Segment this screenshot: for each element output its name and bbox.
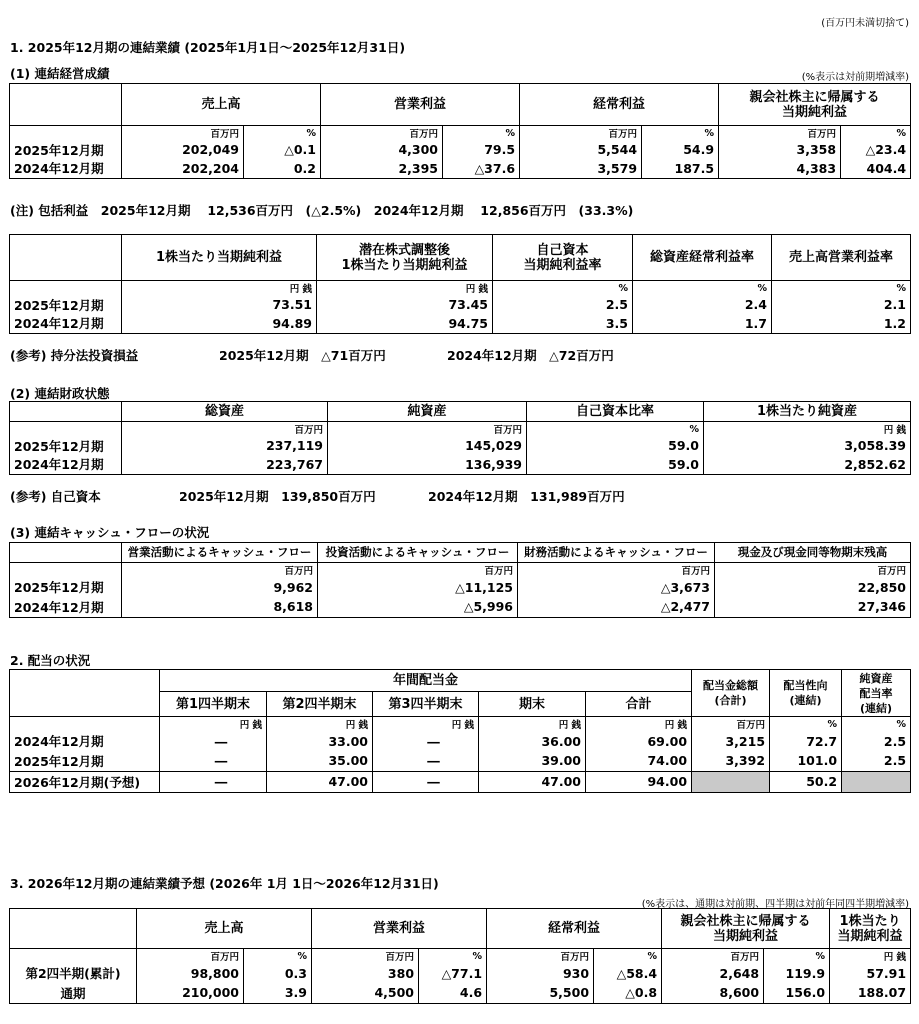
unit-row-label [10,949,137,964]
header-operating-profit: 営業利益 [321,84,520,126]
cell-value: 39.00 [479,751,586,771]
unit-cell: 百万円 [312,949,419,964]
cell-value: 4,500 [312,983,419,1003]
unit-cell: 円 銭 [317,281,493,296]
cell-value: 0.2 [244,159,321,178]
unit-cell: % [443,126,520,141]
section1-title: 1. 2025年12月期の連結業績 (2025年1月1日～2025年12月31日) [10,40,406,55]
unit-cell: % [594,949,662,964]
cell-value: △5,996 [318,597,518,617]
header-q2: 第2四半期末 [267,692,373,717]
cell-value: 3,058.39 [704,436,911,455]
cell-value: ― [373,751,479,771]
unit-cell: % [842,717,911,732]
header-cash-end: 現金及び現金同等物期末残高 [715,543,911,563]
cell-value: 8,600 [662,983,764,1003]
table-row [10,597,911,617]
row-label: 2025年12月期 [10,751,160,771]
section3-note: (%表示は、通期は対前期、四半期は対前年同四半期増減率) [641,899,909,910]
header-net-assets: 純資産 [328,402,527,422]
cell-value: 8,618 [122,597,318,617]
cell-value: 4.6 [419,983,487,1003]
header-net-income: 親会社株主に帰属する 当期純利益 [719,84,911,126]
cell-value: △0.1 [244,140,321,159]
cell-value: 2.5 [842,731,911,751]
cell-value: 0.3 [244,963,312,983]
cell-value: 101.0 [770,751,842,771]
cell-value: 3.5 [493,314,633,333]
cell-value: 202,204 [122,159,244,178]
row-label: 2025年12月期 [10,436,122,455]
cell-value: 4,383 [719,159,841,178]
dividend-table [9,669,911,793]
cell-value: 2.5 [842,751,911,771]
cell-value: 145,029 [328,436,527,455]
header-year-end: 期末 [479,692,586,717]
unit-cell: % [772,281,911,296]
sub3-title: (3) 連結キャッシュ・フローの状況 [10,525,210,540]
cell-value: 1.2 [772,314,911,333]
cell-value: 22,850 [715,577,911,597]
table-row [10,314,911,333]
unit-cell: 円 銭 [122,281,317,296]
table-row [10,751,911,771]
header-operating-margin: 売上高営業利益率 [772,235,911,281]
table-row [10,577,911,597]
cell-value: 54.9 [642,140,719,159]
unit-row-label [10,563,122,578]
table-row [10,159,911,178]
unit-note: (百万円未満切捨て) [821,18,909,29]
cell-value: △23.4 [841,140,911,159]
unit-cell: % [770,717,842,732]
unit-cell: 百万円 [520,126,642,141]
cell-value: ― [160,751,267,771]
cell-value: △58.4 [594,963,662,983]
cell-value: ― [373,771,479,792]
cell-value: 59.0 [527,455,704,474]
unit-cell: 百万円 [715,563,911,578]
cell-value: 2.4 [633,295,772,314]
cell-value: 210,000 [137,983,244,1003]
sub1-title: (1) 連結経営成績 [10,66,110,81]
header-equity-ratio: 自己資本比率 [527,402,704,422]
cell-value: 404.4 [841,159,911,178]
cell-value: 930 [487,963,594,983]
row-label: 2024年12月期 [10,159,122,178]
cell-value: 5,544 [520,140,642,159]
equity-ref-2024: 2024年12月期 131,989百万円 [428,489,625,504]
unit-row-label [10,281,122,296]
header-total-dividend: 配当金総額 (合計) [692,670,770,717]
comprehensive-income-note: (注) 包括利益 2025年12月期 12,536百万円 (△2.5%) 2024年12月期 12,856百万円 (33.3%) [10,203,634,218]
cell-value: 59.0 [527,436,704,455]
cell-value: 50.2 [770,771,842,792]
header-roe: 自己資本 当期純利益率 [493,235,633,281]
header-annual-dividend: 年間配当金 [160,670,692,692]
cash-flow-table [9,542,911,618]
forecast-table [9,908,911,1004]
cell-value: 73.51 [122,295,317,314]
cell-value: 2.5 [493,295,633,314]
cell-value: 3,215 [692,731,770,751]
table-row [10,771,911,792]
unit-cell: % [841,126,911,141]
cell-value: 202,049 [122,140,244,159]
header-q1: 第1四半期末 [160,692,267,717]
header-financing-cf: 財務活動によるキャッシュ・フロー [518,543,715,563]
cell-value: 3,392 [692,751,770,771]
header-net-income: 親会社株主に帰属する 当期純利益 [662,909,830,949]
cell-value: 98,800 [137,963,244,983]
cell-value: 5,500 [487,983,594,1003]
unit-cell: 円 銭 [479,717,586,732]
table-row [10,963,911,983]
header-sales: 売上高 [137,909,312,949]
cell-value: 380 [312,963,419,983]
header-eps: 1株当たり 当期純利益 [830,909,911,949]
cell-value: 72.7 [770,731,842,751]
cell-value: △77.1 [419,963,487,983]
unit-cell: 百万円 [328,422,527,437]
header-ordinary-profit: 経常利益 [520,84,719,126]
table-row [10,295,911,314]
unit-cell: % [419,949,487,964]
header-sales: 売上高 [122,84,321,126]
corner-cell [10,909,137,949]
unit-row-label [10,717,160,732]
corner-cell [10,84,122,126]
cell-shaded [692,771,770,792]
cell-value: 188.07 [830,983,911,1003]
cell-value: 33.00 [267,731,373,751]
cell-value: △37.6 [443,159,520,178]
header-q3: 第3四半期末 [373,692,479,717]
cell-value: 2.1 [772,295,911,314]
sub2-title: (2) 連結財政状態 [10,386,110,401]
cell-value: 2,648 [662,963,764,983]
unit-cell: 百万円 [122,563,318,578]
unit-cell: % [244,126,321,141]
section3-title: 3. 2026年12月期の連結業績予想 (2026年 1月 1日～2026年12月31日) [10,876,439,891]
unit-cell: 百万円 [318,563,518,578]
financial-position-table [9,401,911,475]
cell-shaded [842,771,911,792]
cell-value: 3,579 [520,159,642,178]
cell-value: 47.00 [479,771,586,792]
unit-cell: 円 銭 [586,717,692,732]
cell-value: 35.00 [267,751,373,771]
cell-value: 47.00 [267,771,373,792]
header-ordinary-profit: 経常利益 [487,909,662,949]
header-operating-profit: 営業利益 [312,909,487,949]
unit-cell: 円 銭 [830,949,911,964]
row-label: 2026年12月期(予想) [10,771,160,792]
cell-value: 94.00 [586,771,692,792]
corner-cell [10,670,160,717]
cell-value: ― [373,731,479,751]
table-row [10,140,911,159]
unit-cell: 円 銭 [160,717,267,732]
cell-value: 237,119 [122,436,328,455]
corner-cell [10,402,122,422]
unit-cell: 円 銭 [704,422,911,437]
equity-method-ref-label: (参考) 持分法投資損益 [10,348,139,363]
cell-value: 27,346 [715,597,911,617]
cell-value: 94.89 [122,314,317,333]
cell-value: ― [160,771,267,792]
cell-value: ― [160,731,267,751]
cell-value: 2,852.62 [704,455,911,474]
unit-cell: 百万円 [137,949,244,964]
cell-value: 94.75 [317,314,493,333]
equity-ref-2025: 2025年12月期 139,850百万円 [179,489,376,504]
cell-value: 79.5 [443,140,520,159]
row-label: 2025年12月期 [10,577,122,597]
corner-cell [10,235,122,281]
cell-value: 1.7 [633,314,772,333]
unit-cell: 円 銭 [267,717,373,732]
corner-cell [10,543,122,563]
row-label: 2025年12月期 [10,140,122,159]
sub1-note: (%表示は対前期増減率) [801,72,909,83]
header-eps: 1株当たり当期純利益 [122,235,317,281]
cell-value: 2,395 [321,159,443,178]
header-total-assets: 総資産 [122,402,328,422]
cell-value: 57.91 [830,963,911,983]
equity-method-ref-2025: 2025年12月期 △71百万円 [219,348,386,363]
unit-row-label [10,422,122,437]
row-label: 2024年12月期 [10,314,122,333]
cell-value: △3,673 [518,577,715,597]
cell-value: △2,477 [518,597,715,617]
unit-cell: % [764,949,830,964]
cell-value: 3.9 [244,983,312,1003]
unit-cell: 百万円 [518,563,715,578]
unit-row-label [10,126,122,141]
cell-value: 136,939 [328,455,527,474]
unit-cell: % [493,281,633,296]
unit-cell: 百万円 [122,422,328,437]
cell-value: 223,767 [122,455,328,474]
header-bps: 1株当たり純資産 [704,402,911,422]
cell-value: 74.00 [586,751,692,771]
cell-value: △11,125 [318,577,518,597]
unit-cell: 円 銭 [373,717,479,732]
unit-cell: % [642,126,719,141]
table-row [10,455,911,474]
table-row [10,436,911,455]
table-row [10,983,911,1003]
equity-ref-label: (参考) 自己資本 [10,489,101,504]
unit-cell: % [527,422,704,437]
unit-cell: 百万円 [719,126,841,141]
row-label: 通期 [10,983,137,1003]
cell-value: 3,358 [719,140,841,159]
cell-value: 36.00 [479,731,586,751]
header-operating-cf: 営業活動によるキャッシュ・フロー [122,543,318,563]
unit-cell: % [633,281,772,296]
unit-cell: 百万円 [321,126,443,141]
table-row [10,731,911,751]
header-total: 合計 [586,692,692,717]
header-payout-ratio: 配当性向 (連結) [770,670,842,717]
row-label: 2024年12月期 [10,731,160,751]
header-investing-cf: 投資活動によるキャッシュ・フロー [318,543,518,563]
per-share-table [9,234,911,334]
row-label: 2025年12月期 [10,295,122,314]
row-label: 2024年12月期 [10,455,122,474]
unit-cell: % [244,949,312,964]
cell-value: 69.00 [586,731,692,751]
row-label: 第2四半期(累計) [10,963,137,983]
cell-value: 73.45 [317,295,493,314]
cell-value: 4,300 [321,140,443,159]
cell-value: 119.9 [764,963,830,983]
unit-cell: 百万円 [122,126,244,141]
unit-cell: 百万円 [662,949,764,964]
header-roa: 総資産経常利益率 [633,235,772,281]
row-label: 2024年12月期 [10,597,122,617]
cell-value: △0.8 [594,983,662,1003]
header-diluted-eps: 潜在株式調整後 1株当たり当期純利益 [317,235,493,281]
header-doe: 純資産 配当率 (連結) [842,670,911,717]
cell-value: 187.5 [642,159,719,178]
unit-cell: 百万円 [487,949,594,964]
operating-results-table [9,83,911,179]
equity-method-ref-2024: 2024年12月期 △72百万円 [447,348,614,363]
cell-value: 156.0 [764,983,830,1003]
cell-value: 9,962 [122,577,318,597]
unit-cell: 百万円 [692,717,770,732]
section2-title: 2. 配当の状況 [10,653,91,668]
